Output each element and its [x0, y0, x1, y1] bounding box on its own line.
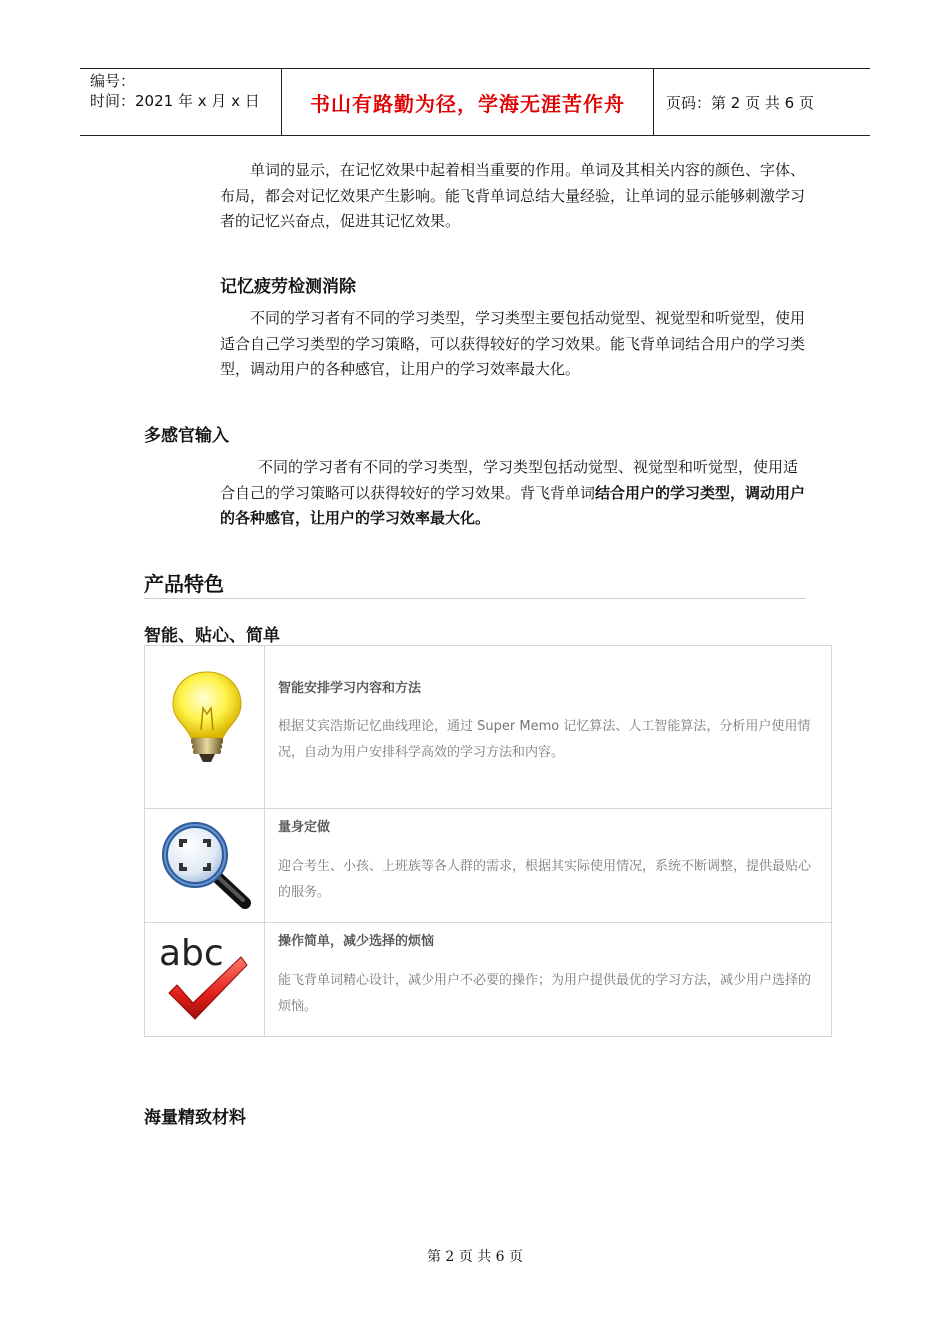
feature-row-custom	[144, 808, 832, 923]
multisense-paragraph-normal: 不同的学习者有不同的学习类型，学习类型包括动觉型、视觉型和听觉型，使用适合自己的学习策略可以获得较好的学习效果。背飞背单词	[220, 458, 799, 502]
abc-check-icon	[155, 929, 255, 1029]
time-label: 时间：2021 年 x 月 x 日	[90, 92, 260, 110]
feature-icon-cell	[145, 646, 265, 808]
feature-icon-cell	[145, 923, 265, 1036]
feature-description: 迎合考生、小孩、上班族等各人群的需求，根据其实际使用情况，系统不断调整，提供最贴心的服务。	[278, 859, 812, 900]
feature-description: 根据艾宾浩斯记忆曲线理论，通过 Super Memo 记忆算法、人工智能算法，分析用户使用情况，自动为用户安排科学高效的学习方法和内容。	[278, 719, 811, 760]
heading-rule	[144, 598, 806, 599]
multisense-paragraph	[220, 455, 810, 532]
number-label: 编号：	[90, 72, 136, 90]
feature-title: 智能安排学习内容和方法	[278, 681, 422, 696]
lightbulb-icon	[167, 668, 247, 768]
feature-row-smart	[144, 645, 832, 809]
section-heading-features: 产品特色	[144, 572, 224, 596]
feature-title: 操作简单，减少选择的烦恼	[278, 934, 435, 949]
features-subheading: 智能、贴心、简单	[144, 626, 280, 646]
section-heading-materials: 海量精致材料	[144, 1108, 246, 1128]
section-heading-fatigue: 记忆疲劳检测消除	[220, 277, 356, 297]
feature-row-simple	[144, 922, 832, 1037]
magnifier-icon	[159, 819, 251, 911]
intro-paragraph: 单词的显示，在记忆效果中起着相当重要的作用。单词及其相关内容的颜色、字体、布局，都会对记忆效果产生影响。能飞背单词总结大量经验，让单词的显示能够刺激学习者的记忆兴奋点，促进其记忆效果。	[220, 161, 806, 230]
page-footer: 第 2 页 共 6 页	[426, 1249, 524, 1265]
header-page-label: 页码：第 2 页 共 6 页	[666, 93, 814, 112]
feature-title: 量身定做	[278, 820, 331, 835]
section-heading-multisense: 多感官输入	[144, 426, 229, 446]
header-meta	[80, 69, 282, 135]
document-header	[80, 68, 870, 136]
abc-text: abc	[159, 933, 224, 974]
header-motto: 书山有路勤为径，学海无涯苦作舟	[282, 69, 654, 135]
feature-icon-cell	[145, 809, 265, 922]
multisense-paragraph-bold: 结合用户的学习类型，调动用户的各种感官，让用户的学习效率最大化。	[220, 483, 806, 527]
fatigue-paragraph: 不同的学习者有不同的学习类型，学习类型主要包括动觉型、视觉型和听觉型，使用适合自己学习类型的学习策略，可以获得较好的学习效果。能飞背单词结合用户的学习类型，调动用户的各种感官，让用户的学习效率最大化。	[220, 309, 806, 378]
feature-description: 能飞背单词精心设计，减少用户不必要的操作；为用户提供最优的学习方法，减少用户选择的烦恼。	[278, 973, 812, 1014]
